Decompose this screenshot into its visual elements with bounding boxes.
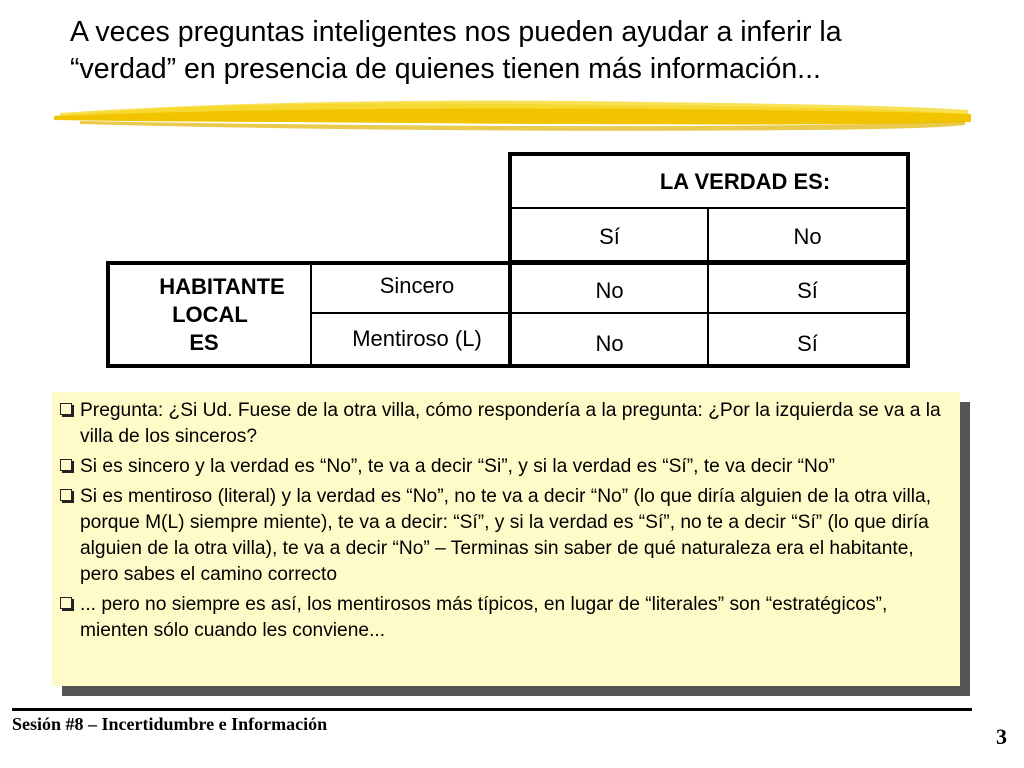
bullet-text: Pregunta: ¿Si Ud. Fuese de la otra villa, cómo respondería a la pregunta: ¿Por la izquierda se va a la villa de los sinceros? <box>80 400 941 447</box>
bullet-item <box>60 454 952 480</box>
row-label-sincero: Sincero <box>379 273 455 298</box>
bullet-item <box>60 592 952 644</box>
bullet-text: ... pero no siempre es así, los mentirosos más típicos, en lugar de “literales” son “estratégicos”, mienten sólo cuando les conviene... <box>80 594 888 641</box>
bullet-item <box>60 484 952 588</box>
answer-mentiroso-si: No <box>595 331 624 356</box>
truth-header: LA VERDAD ES: <box>659 169 831 194</box>
row-header-line-2: LOCAL <box>172 302 248 327</box>
checkbox-bullet-icon <box>60 592 80 644</box>
row-header-line-1: HABITANTE <box>159 274 285 299</box>
bullet-item <box>60 398 952 450</box>
highlighter-underline <box>50 94 975 134</box>
slide-title-line-2: “verdad” en presencia de quienes tienen más información... <box>70 53 821 85</box>
checkbox-bullet-icon <box>60 454 80 480</box>
row-divider <box>310 312 910 314</box>
answer-sincero-no: Sí <box>797 278 818 303</box>
truth-col-no: No <box>793 224 822 249</box>
bullet-text: Si es sincero y la verdad es “No”, te va a decir “Si”, y si la verdad es “Sí”, te va decir “No” <box>80 456 835 477</box>
page-number: 3 <box>996 724 1007 749</box>
bullet-text: Si es mentiroso (literal) y la verdad es “No”, no te va a decir “No” (lo que diría alguien de la otra villa, porque M(L) siempre miente), te va a decir: “Sí”, y si la verdad es “Sí”, no te a decir “Sí” (lo que diría alguien de la otra villa), te va a decir “No” – Terminas sin saber de qué naturaleza era el habitante, pero sabes el camino correcto <box>80 486 932 585</box>
footer-session: Sesión #8 – Incertidumbre e Información <box>12 714 328 734</box>
checkbox-bullet-icon <box>60 484 80 588</box>
checkbox-bullet-icon <box>60 398 80 450</box>
answer-sincero-si: No <box>595 278 624 303</box>
answer-mentiroso-no: Sí <box>797 331 818 356</box>
callout-box <box>52 392 960 686</box>
slide-title-line-1: A veces preguntas inteligentes nos pueden ayudar a inferir la <box>70 16 842 48</box>
truth-col-si: Sí <box>599 224 620 249</box>
row-label-mentiroso: Mentiroso (L) <box>352 326 482 351</box>
footer-divider <box>12 708 972 711</box>
row-header <box>110 273 310 357</box>
row-header-line-3: ES <box>189 330 219 355</box>
truth-header-divider <box>508 207 910 209</box>
slide-title <box>70 14 970 88</box>
